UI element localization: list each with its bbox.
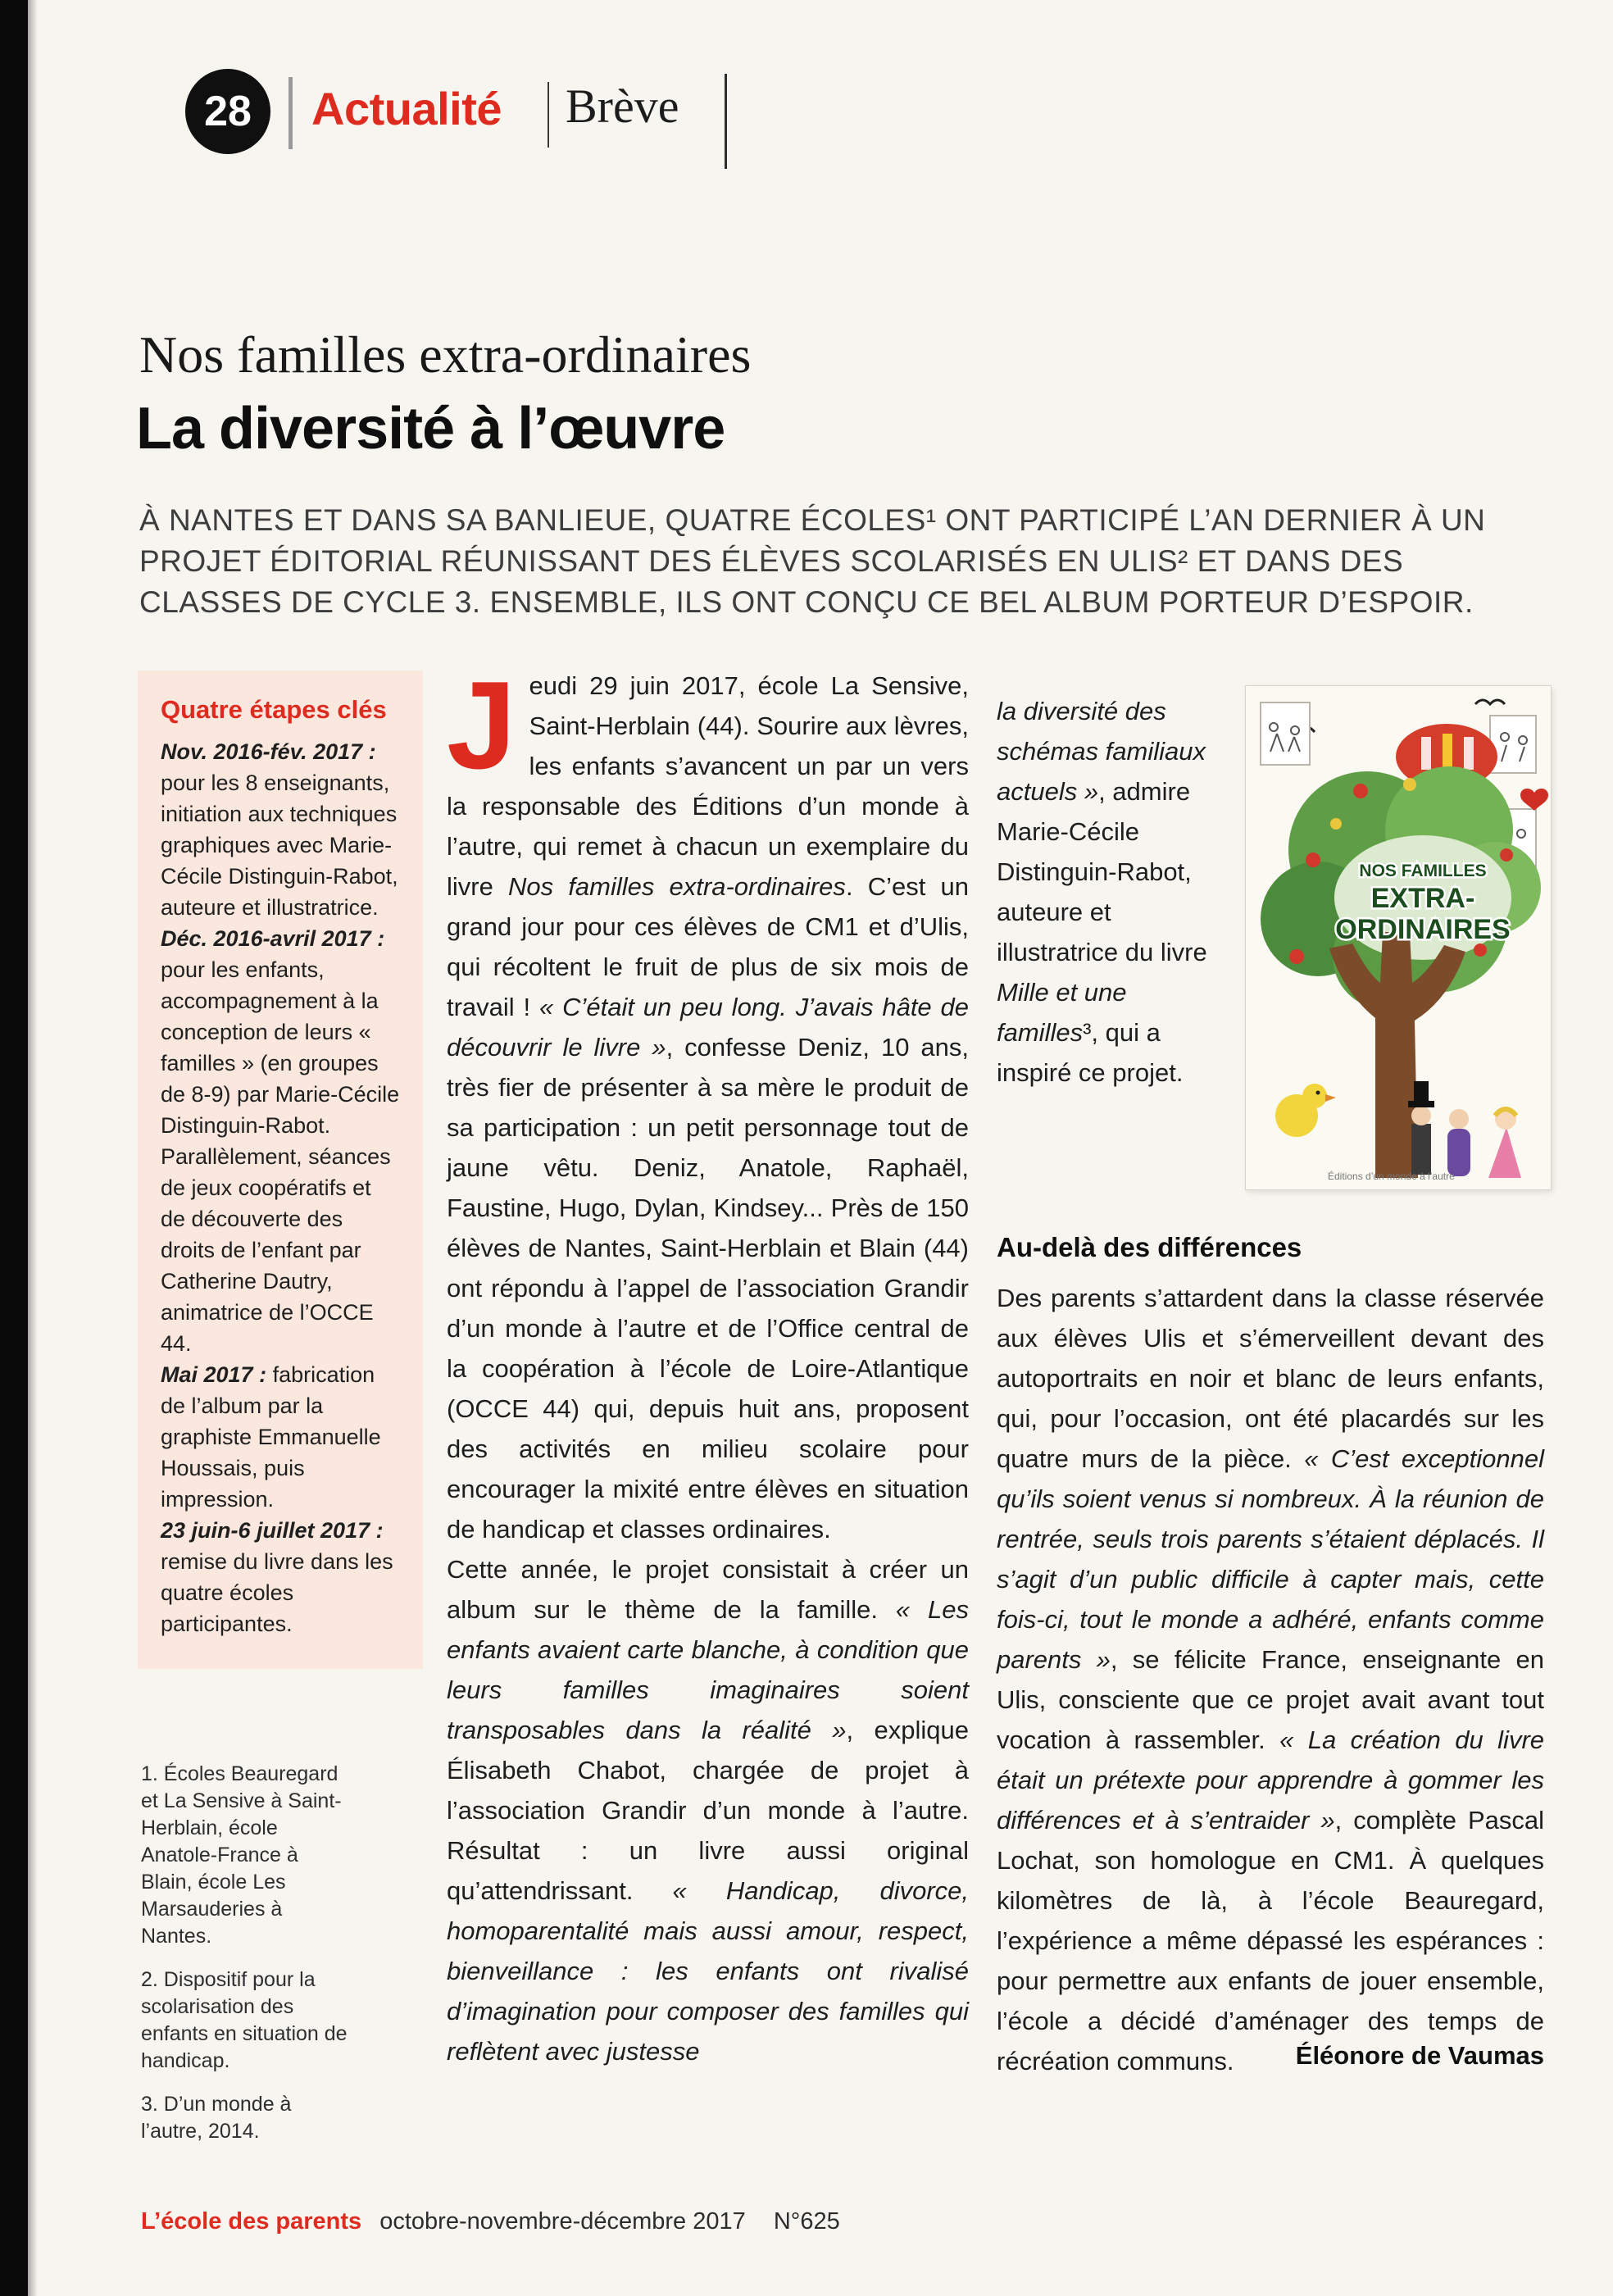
header-divider: [725, 74, 727, 169]
subsection-label: Brève: [566, 80, 679, 133]
canopy-stripe: [1443, 734, 1452, 770]
byline: Éléonore de Vaumas: [1295, 2041, 1544, 2070]
article-paragraph-1: [447, 656, 970, 1549]
footnote-3: 3. D’un monde à l’autre, 2014.: [141, 2093, 292, 2143]
step-date: Nov. 2016-fév. 2017 :: [161, 739, 376, 764]
text-run-italic: « C’est exceptionnel qu’ils soient venus si nombreux. À la réunion de rentrée, seuls trois parents s’étaient déplacés. Il s’agit d’un public difficile à capter mais, cette fois-ci, tout le monde a adhéré, enfants comme parents »: [997, 1444, 1544, 1674]
step-date: 23 juin-6 juillet 2017 :: [161, 1518, 384, 1543]
text-run-italic: la diversité des schémas familiaux actuels »: [997, 697, 1206, 806]
text-run: Des parents s’attardent dans la classe réservée aux élèves Ulis et s’émerveillent devant des autoportraits en noir et blanc de leurs enfants, qui, pour l’occasion, ont été placardés sur les quatre murs de la pièce.: [997, 1284, 1544, 1473]
page-footer: [141, 2208, 840, 2235]
step-date: Mai 2017 :: [161, 1362, 267, 1387]
scan-edge-shadow: [28, 0, 38, 2296]
canopy-stripe: [1421, 737, 1431, 770]
purple-figure-icon: [1447, 1109, 1470, 1176]
book-cover-image: [1246, 686, 1551, 1189]
text-run-italic: Mille et une familles: [997, 978, 1127, 1047]
header-divider: [289, 77, 293, 149]
sidebar-step: [161, 1515, 402, 1639]
text-run: , admire Marie-Cécile Distinguin-Rabot, auteure et illustratrice du livre: [997, 777, 1207, 966]
step-date: Déc. 2016-avril 2017 :: [161, 926, 385, 951]
footnote-1: 1. Écoles Beauregard et La Sensive à Saint-Herblain, école Anatole-France à Blain, école Les Marsauderies à Nantes.: [141, 1762, 342, 1948]
article-column-middle: [447, 656, 970, 2071]
footer-date: octobre-novembre-décembre 2017: [379, 2208, 746, 2235]
text-run-italic: « Handicap, divorce, homoparentalité mais aussi amour, respect, bienveillance : les enfants ont rivalisé d’imagination pour composer des familles qui reflètent avec justesse: [447, 1876, 969, 2066]
footnote-2: 2. Dispositif pour la scolarisation des enfants en situation de handicap.: [141, 1968, 348, 2072]
text-run: , explique Élisabeth Chabot, chargée de projet à l’association Grandir d’un monde à l’autre. Résultat : un livre aussi original qu’attendrissant.: [447, 1716, 969, 1905]
section-label: Actualité: [311, 83, 502, 134]
text-run: . C’est un grand jour pour ces élèves de CM1 et d’Ulis, qui récoltent le fruit de plus de six mois de travail !: [447, 872, 969, 1021]
article-paragraph-2: [447, 1549, 969, 2071]
article-subhead: Au-delà des différences: [997, 1232, 1302, 1262]
header-divider: [548, 82, 549, 148]
standfirst: À NANTES ET DANS SA BANLIEUE, QUATRE ÉCOLES¹ ONT PARTICIPÉ L’AN DERNIER À UN PROJET ÉDITORIAL RÉUNISSANT DES ÉLÈVES SCOLARISÉS EN ULIS² ET DANS DES CLASSES DE CYCLE 3. ENSEMBLE, ILS ONT CONÇU CE BEL ALBUM PORTEUR D’ESPOIR.: [139, 503, 1486, 619]
article-column-right: [997, 666, 1545, 2075]
text-run-italic: « Les enfants avaient carte blanche, à condition que leurs familles imaginaires soient transposables dans la réalité »: [447, 1595, 969, 1744]
step-text: pour les enfants, accompagnement à la conception de leurs « familles » (en groupes de 8-9) par Marie-Cécile Distinguin-Rabot. Parallèlement, séances de jeux coopératifs et de découverte des droits de l’enfant par Catherine Dautry, animatrice de l’OCCE 44.: [161, 957, 400, 1356]
article-paragraph-continued: [997, 691, 1221, 1093]
text-run-italic: « La création du livre était un prétexte pour apprendre à gommer les différences et à s’entraider »: [997, 1725, 1545, 1835]
photo-frame-icon: [1490, 716, 1536, 773]
footer-issue-number: N°625: [773, 2208, 840, 2235]
step-text: pour les 8 enseignants, initiation aux techniques graphiques avec Marie-Cécile Distinguin-Rabot, auteure et illustratrice.: [161, 771, 398, 920]
sidebar-title: Quatre étapes clés: [161, 695, 387, 724]
magazine-name: L’école des parents: [141, 2208, 362, 2235]
page-number-badge: [185, 69, 270, 154]
canopy-stripe: [1464, 737, 1474, 770]
text-run: eudi 29 juin 2017, école La Sensive, Saint-Herblain (44). Sourire aux lèvres, les enfants s’avancent un par un vers la responsable des Éditions d’un monde à l’autre, qui remet à chacun un exemplaire du livre: [447, 671, 969, 901]
text-run: Cette année, le projet consistait à créer un album sur le thème de la famille.: [447, 1555, 969, 1624]
article-paragraph-3: [997, 1278, 1544, 2081]
right-column-top: [997, 691, 1544, 1221]
cover-title-line3: ORDINAIRES: [1335, 914, 1511, 945]
cover-title-line1: NOS FAMILLES: [1359, 862, 1487, 880]
drop-cap: J: [447, 656, 516, 795]
text-run-italic: Nos familles extra-ordinaires: [508, 872, 846, 901]
text-run: ³, qui a inspiré ce projet.: [997, 1018, 1184, 1087]
sidebar-step: [161, 736, 402, 923]
text-run-italic: « C’était un peu long. J’avais hâte de découvrir le livre »: [447, 993, 970, 1062]
headline-kicker: Nos familles extra-ordinaires: [139, 325, 752, 384]
step-text: fabrication de l’album par la graphiste Emmanuelle Houssais, puis impression.: [161, 1362, 381, 1512]
cover-title-line2: EXTRA-: [1370, 883, 1475, 914]
cover-publisher: Éditions d’un monde à l’autre: [1328, 1171, 1455, 1182]
headline-title: La diversité à l’œuvre: [136, 396, 725, 461]
scan-edge: [0, 0, 28, 2296]
photo-frame-icon: [1261, 702, 1310, 765]
text-run: , confesse Deniz, 10 ans, très fier de présenter à sa mère le produit de sa participation : un petit personnage tout de jaune vêtu. Deniz, Anatole, Raphaël, Faustine, Hugo, Dylan, Kindsey... Près de 150 élèves de Nantes, Saint-Herblain et Blain (44) ont répondu à l’appel de l’association Grandir d’un monde à l’autre et de l’Office central de la coopération à l’école de Loire-Atlantique (OCCE 44) qui, depuis huit ans, proposent des activités en milieu scolaire pour encourager la mixité entre élèves en situation de handicap et classes ordinaires.: [447, 1033, 969, 1544]
book-cover-illustration: [1246, 686, 1551, 1189]
footnotes: [141, 1761, 349, 2162]
page-number: 28: [204, 88, 252, 135]
sidebar-step: [161, 1359, 402, 1515]
text-run: , se félicite France, enseignante en Ulis, consciente que ce projet avait avant tout vocation à rassembler.: [997, 1645, 1544, 1754]
text-run: , complète Pascal Lochat, son homologue en CM1. À quelques kilomètres de là, à l’école Beauregard, l’expérience a même dépassé les espérances : pour permettre aux enfants de jouer ensemble, l’école a décidé d’aménager des temps de récréation communs.: [997, 1806, 1544, 2075]
sidebar-step: [161, 923, 402, 1359]
sidebar-steps-box: [138, 671, 423, 1669]
step-text: remise du livre dans les quatre écoles participantes.: [161, 1549, 393, 1636]
